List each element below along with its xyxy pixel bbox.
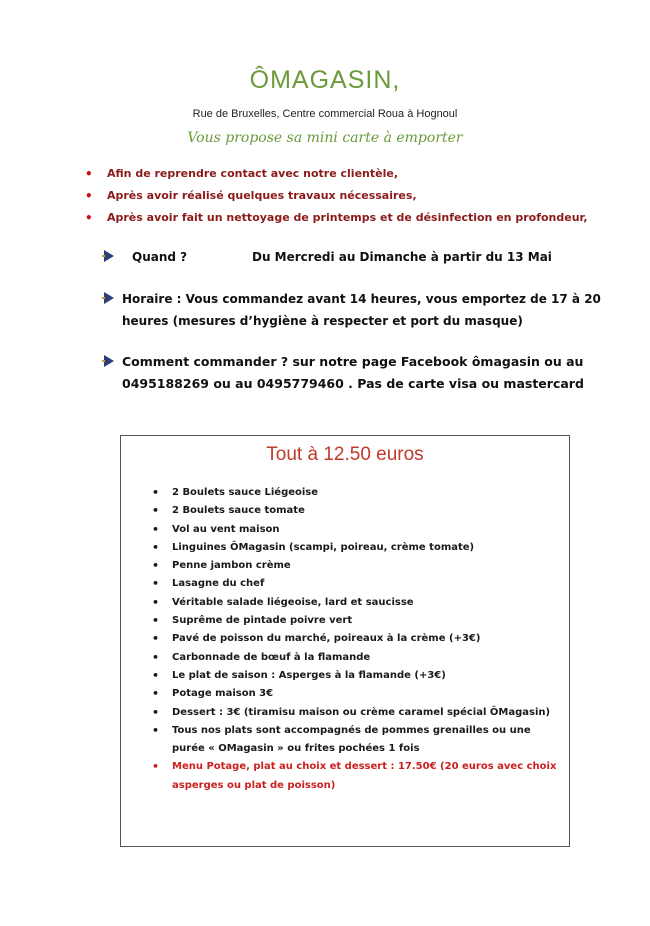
tagline: Vous propose sa mini carte à emporter bbox=[187, 130, 463, 146]
bullet-icon: • bbox=[152, 577, 160, 591]
list-item: • Linguines ÔMagasin (scampi, poireau, crème tomate) bbox=[152, 539, 562, 557]
list-item: • Après avoir fait un nettoyage de printemps et de désinfection en profondeur, bbox=[85, 207, 625, 229]
bullet-icon: • bbox=[152, 540, 160, 554]
list-item: • Tous nos plats sont accompagnés de pommes grenailles ou une purée « OMagasin » ou frites pochées 1 fois bbox=[152, 723, 531, 755]
arrow-bullet-icon bbox=[102, 249, 116, 263]
bullet-icon: • bbox=[152, 522, 160, 536]
list-item: • Afin de reprendre contact avec notre clientèle, bbox=[85, 163, 625, 185]
hours-line bbox=[102, 288, 602, 332]
hours-text: Horaire : Vous commandez avant 14 heures, vous emportez de 17 à 20 heures (mesures d’hygiène à respecter et port du masque) bbox=[122, 292, 601, 328]
list-item: • Après avoir réalisé quelques travaux nécessaires, bbox=[85, 185, 625, 207]
when-value: Du Mercredi au Dimanche à partir du 13 Mai bbox=[252, 250, 552, 264]
bullet-icon: • bbox=[152, 650, 160, 664]
order-line bbox=[102, 351, 602, 395]
bullet-icon: • bbox=[85, 167, 93, 181]
bullet-icon: • bbox=[152, 632, 160, 646]
address: Rue de Bruxelles, Centre commercial Roua à Hognoul bbox=[192, 108, 458, 120]
arrow-bullet-icon bbox=[102, 291, 116, 305]
special-menu-item: • Menu Potage, plat au choix et dessert : 17.50€ (20 euros avec choix asperges ou plat de poisson) bbox=[152, 760, 557, 791]
list-item: • 2 Boulets sauce Liégeoise bbox=[152, 484, 562, 502]
list-item: • Potage maison 3€ bbox=[152, 685, 562, 703]
list-item: • Le plat de saison : Asperges à la flamande (+3€) bbox=[152, 667, 562, 685]
bullet-icon: • bbox=[152, 723, 160, 737]
list-item: • Carbonnade de bœuf à la flamande bbox=[152, 649, 562, 667]
order-text: Comment commander ? sur notre page Facebook ômagasin ou au 0495188269 ou au 0495779460 . Pas de carte visa ou mastercard bbox=[122, 354, 584, 391]
menu-title: Tout à 12.50 euros bbox=[266, 444, 424, 465]
list-item: • Penne jambon crème bbox=[152, 557, 562, 575]
when-line bbox=[102, 246, 602, 268]
reasons-list bbox=[85, 163, 625, 229]
bullet-icon: • bbox=[85, 189, 93, 203]
bullet-icon: • bbox=[152, 595, 160, 609]
list-item: • 2 Boulets sauce tomate bbox=[152, 502, 562, 520]
list-item: • Véritable salade liégeoise, lard et saucisse bbox=[152, 594, 562, 612]
bullet-icon: • bbox=[152, 760, 160, 774]
bullet-icon: • bbox=[152, 504, 160, 518]
list-item: • Lasagne du chef bbox=[152, 575, 562, 593]
bullet-icon: • bbox=[152, 486, 160, 499]
list-item: • Vol au vent maison bbox=[152, 521, 562, 539]
bullet-icon: • bbox=[152, 668, 160, 682]
list-item: • Dessert : 3€ (tiramisu maison ou crème caramel spécial ÔMagasin) bbox=[152, 704, 562, 722]
when-label: Quand ? bbox=[132, 250, 188, 264]
list-item: • Suprême de pintade poivre vert bbox=[152, 612, 562, 630]
bullet-icon: • bbox=[152, 614, 160, 628]
list-item: • Pavé de poisson du marché, poireaux à la crème (+3€) bbox=[152, 630, 562, 648]
page-title: ÔMAGASIN, bbox=[249, 66, 401, 94]
bullet-icon: • bbox=[85, 211, 93, 225]
arrow-bullet-icon bbox=[102, 354, 116, 368]
bullet-icon: • bbox=[152, 687, 160, 701]
bullet-icon: • bbox=[152, 559, 160, 573]
menu-list bbox=[152, 484, 562, 795]
bullet-icon: • bbox=[152, 705, 160, 719]
